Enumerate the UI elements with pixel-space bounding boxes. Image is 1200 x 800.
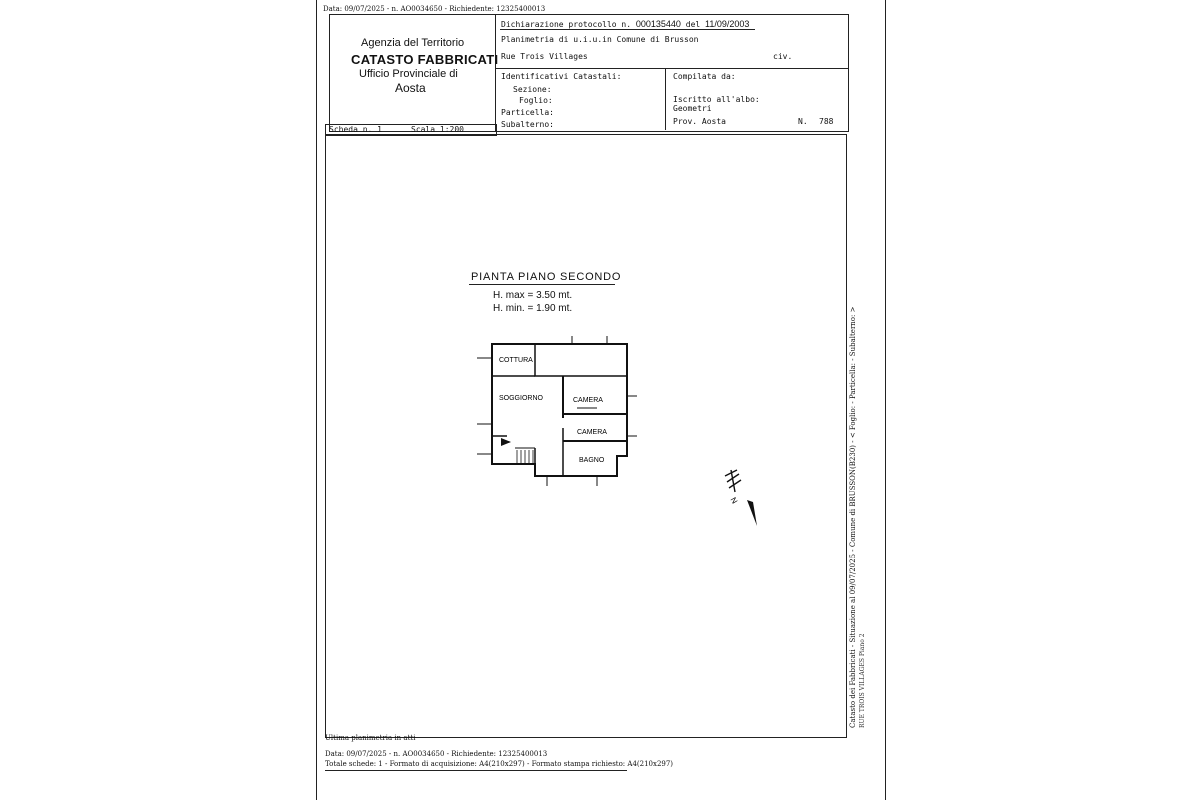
floor-plan (477, 336, 637, 486)
scale-label: Scala 1:200 (411, 125, 464, 134)
room-soggiorno: SOGGIORNO (499, 395, 543, 402)
h-min: H. min. = 1.90 mt. (493, 303, 573, 314)
foglio-label: Foglio: (519, 96, 553, 105)
header-hline (495, 68, 848, 69)
identifiers-title: Identificativi Catastali: (501, 72, 622, 81)
header-divider (495, 14, 496, 132)
header-vdivider (665, 68, 666, 130)
side-text-sub: RUE TROIS VILLAGES Piano 2 (859, 633, 866, 728)
footer-stamp: Data: 09/07/2025 - n. AO0034650 - Richiedente: 12325400013 (325, 750, 548, 758)
agency-name: Agenzia del Territorio (361, 37, 465, 49)
declaration-line (501, 19, 749, 29)
h-max: H. max = 3.50 mt. (493, 290, 573, 301)
plan-title: PIANTA PIANO SECONDO (471, 271, 622, 283)
registry-name: CATASTO FABBRICATI (351, 52, 499, 67)
office-city: Aosta (395, 81, 426, 95)
particella-label: Particella: (501, 108, 554, 117)
north-label: N (728, 495, 740, 506)
top-stamp: Data: 09/07/2025 - n. AO0034650 - Richiedente: 12325400013 (323, 5, 546, 13)
compiled-by-label: Compilata da: (673, 72, 736, 81)
sheet-label: Scheda n. 1 (329, 125, 382, 134)
civ-label: civ. (773, 52, 793, 61)
north-arrow-icon (713, 462, 769, 532)
declaration-underline (500, 29, 755, 30)
subalterno-label: Subalterno: (501, 120, 554, 129)
room-cottura: COTTURA (499, 357, 533, 364)
declaration-date-label: del (685, 20, 701, 29)
declaration-label: Dichiarazione protocollo n. (501, 20, 632, 29)
province: Prov. Aosta (673, 117, 726, 126)
room-camera-1: CAMERA (573, 397, 603, 404)
registered-label: Iscritto all'albo: (673, 95, 760, 104)
declaration-date: 11/09/2003 (705, 19, 750, 29)
office-name: Ufficio Provinciale di (359, 68, 458, 80)
terrace-wall (535, 344, 627, 376)
number-value: 788 (819, 117, 834, 126)
plan-line: Planimetria di u.i.u.in Comune di Brusson (501, 35, 699, 44)
document-page (316, 0, 886, 800)
room-bagno: BAGNO (579, 457, 605, 464)
stair-treads (517, 450, 533, 464)
declaration-number: 000135440 (635, 19, 681, 29)
stair-arrow (501, 438, 511, 446)
sezione-label: Sezione: (513, 85, 552, 94)
last-plan-note: Ultima planimetria in atti (325, 734, 416, 742)
registered-value: Geometri (673, 104, 712, 113)
number-label: N. (798, 117, 808, 126)
room-camera-2: CAMERA (577, 429, 607, 436)
address: Rue Trois Villages (501, 52, 588, 61)
footer-underline (325, 770, 627, 771)
plan-title-underline (469, 284, 615, 285)
footer-totals: Totale schede: 1 - Formato di acquisizione: A4(210x297) - Formato stampa richiesto: A4(210x297) (325, 760, 674, 768)
side-text-main: Catasto dei Fabbricati - Situazione al 09/07/2025 - Comune di BRUSSON(B230) - < Foglio: - Particella: - Subalterno: > (849, 306, 857, 728)
